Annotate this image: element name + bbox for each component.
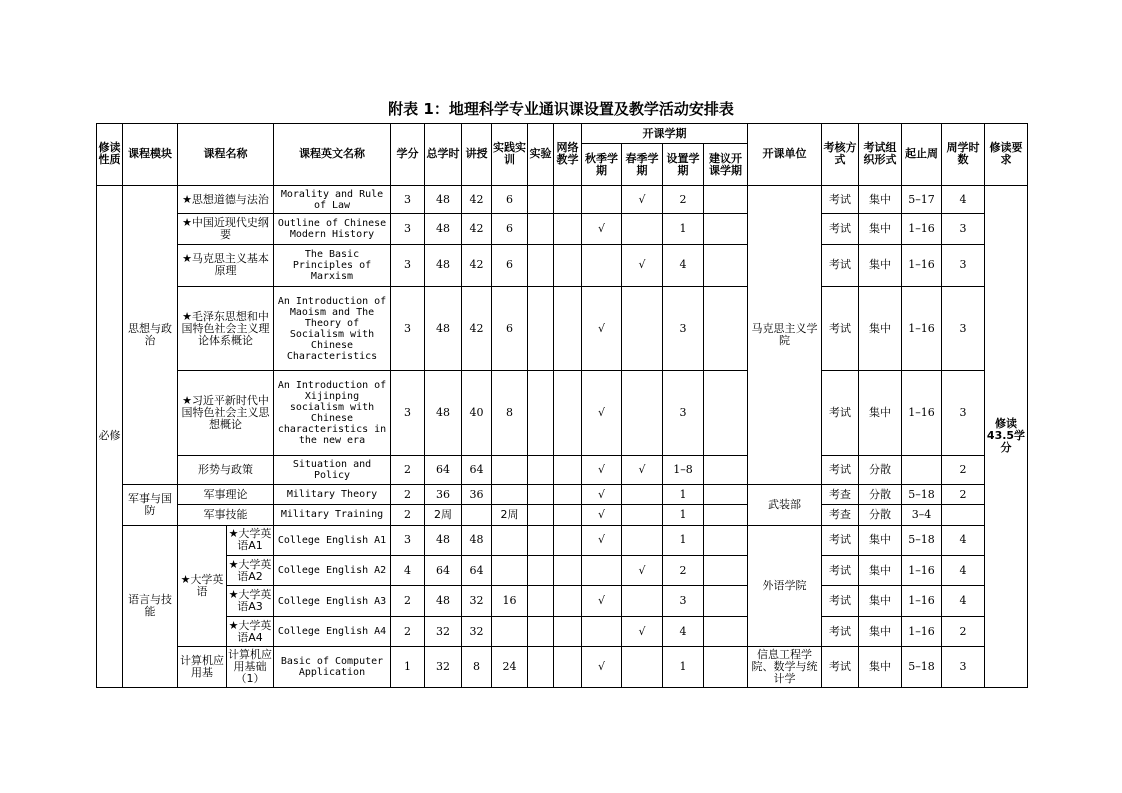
spring-mark: √ bbox=[622, 556, 663, 586]
course-name: 形势与政策 bbox=[178, 455, 274, 484]
spring-mark: √ bbox=[622, 616, 663, 646]
suggest-term bbox=[704, 214, 748, 244]
online-hours bbox=[554, 586, 582, 616]
weekly-hours: 4 bbox=[942, 185, 985, 213]
course-en-name: Situation and Policy bbox=[274, 455, 391, 484]
online-hours bbox=[554, 214, 582, 244]
lecture-hours: 64 bbox=[462, 455, 492, 484]
course-en-name: Basic of Computer Application bbox=[274, 647, 391, 688]
practice-hours: 2周 bbox=[492, 505, 528, 525]
weekly-hours: 3 bbox=[942, 214, 985, 244]
weekly-hours: 2 bbox=[942, 455, 985, 484]
suggest-term bbox=[704, 647, 748, 688]
total-hours: 48 bbox=[425, 214, 462, 244]
weekly-hours: 3 bbox=[942, 244, 985, 287]
unit-marx: 马克思主义学院 bbox=[748, 185, 822, 484]
course-en-name: Outline of Chinese Modern History bbox=[274, 214, 391, 244]
unit-foreign: 外语学院 bbox=[748, 525, 822, 647]
total-hours: 48 bbox=[425, 525, 462, 555]
credit: 3 bbox=[391, 214, 425, 244]
table-row bbox=[97, 525, 1028, 555]
header-total-hours: 总学时 bbox=[425, 124, 462, 186]
experiment-hours bbox=[528, 485, 554, 505]
course-name: ★毛泽东思想和中国特色社会主义理论体系概论 bbox=[178, 287, 274, 371]
header-lecture: 讲授 bbox=[462, 124, 492, 186]
set-term: 1–8 bbox=[663, 455, 704, 484]
autumn-mark bbox=[582, 244, 622, 287]
lecture-hours: 48 bbox=[462, 525, 492, 555]
online-hours bbox=[554, 244, 582, 287]
table-row bbox=[97, 586, 1028, 616]
online-hours bbox=[554, 505, 582, 525]
autumn-mark: √ bbox=[582, 485, 622, 505]
experiment-hours bbox=[528, 556, 554, 586]
assess-method: 考试 bbox=[822, 185, 859, 213]
header-practice: 实践实训 bbox=[492, 124, 528, 186]
table-row bbox=[97, 214, 1028, 244]
table-row bbox=[97, 185, 1028, 213]
module-politics: 思想与政治 bbox=[123, 185, 178, 484]
autumn-mark bbox=[582, 616, 622, 646]
suggest-term bbox=[704, 616, 748, 646]
subgroup-english: ★大学英语 bbox=[178, 525, 227, 647]
lecture-hours: 8 bbox=[462, 647, 492, 688]
spring-mark bbox=[622, 505, 663, 525]
table-row bbox=[97, 647, 1028, 688]
course-en-name: Military Theory bbox=[274, 485, 391, 505]
weekly-hours: 3 bbox=[942, 287, 985, 371]
assess-method: 考查 bbox=[822, 505, 859, 525]
lecture-hours: 40 bbox=[462, 371, 492, 455]
weeks: 1–16 bbox=[902, 556, 942, 586]
header-online: 网络教学 bbox=[554, 124, 582, 186]
total-hours: 32 bbox=[425, 616, 462, 646]
credit: 3 bbox=[391, 244, 425, 287]
total-hours: 64 bbox=[425, 455, 462, 484]
experiment-hours bbox=[528, 586, 554, 616]
practice-hours: 6 bbox=[492, 244, 528, 287]
autumn-mark bbox=[582, 185, 622, 213]
total-hours: 48 bbox=[425, 586, 462, 616]
online-hours bbox=[554, 616, 582, 646]
course-en-name: College English A3 bbox=[274, 586, 391, 616]
set-term: 2 bbox=[663, 556, 704, 586]
practice-hours: 6 bbox=[492, 185, 528, 213]
practice-hours: 24 bbox=[492, 647, 528, 688]
suggest-term bbox=[704, 371, 748, 455]
total-hours: 48 bbox=[425, 244, 462, 287]
practice-hours: 16 bbox=[492, 586, 528, 616]
assess-method: 考试 bbox=[822, 647, 859, 688]
assess-method: 考查 bbox=[822, 485, 859, 505]
online-hours bbox=[554, 371, 582, 455]
table-row bbox=[97, 485, 1028, 505]
weeks: 1–16 bbox=[902, 214, 942, 244]
header-en-name: 课程英文名称 bbox=[274, 124, 391, 186]
course-name: ★中国近现代史纲要 bbox=[178, 214, 274, 244]
exam-form: 集中 bbox=[859, 185, 902, 213]
autumn-mark: √ bbox=[582, 505, 622, 525]
exam-form: 集中 bbox=[859, 616, 902, 646]
table-row bbox=[97, 371, 1028, 455]
lecture-hours: 64 bbox=[462, 556, 492, 586]
course-name: 军事理论 bbox=[178, 485, 274, 505]
lecture-hours bbox=[462, 505, 492, 525]
experiment-hours bbox=[528, 616, 554, 646]
table-row bbox=[97, 505, 1028, 525]
table-row bbox=[97, 455, 1028, 484]
curriculum-table bbox=[96, 123, 1028, 688]
suggest-term bbox=[704, 556, 748, 586]
practice-hours bbox=[492, 525, 528, 555]
autumn-mark: √ bbox=[582, 371, 622, 455]
header-requirement: 修读要求 bbox=[985, 124, 1028, 186]
course-en-name: Morality and Rule of Law bbox=[274, 185, 391, 213]
practice-hours bbox=[492, 485, 528, 505]
header-set-term: 设置学期 bbox=[663, 144, 704, 186]
suggest-term bbox=[704, 287, 748, 371]
suggest-term bbox=[704, 525, 748, 555]
table-row bbox=[97, 244, 1028, 287]
online-hours bbox=[554, 185, 582, 213]
exam-form: 分散 bbox=[859, 485, 902, 505]
weeks: 1–16 bbox=[902, 244, 942, 287]
credit: 4 bbox=[391, 556, 425, 586]
experiment-hours bbox=[528, 455, 554, 484]
exam-form: 分散 bbox=[859, 505, 902, 525]
weekly-hours: 3 bbox=[942, 371, 985, 455]
set-term: 2 bbox=[663, 185, 704, 213]
spring-mark bbox=[622, 287, 663, 371]
weekly-hours: 3 bbox=[942, 647, 985, 688]
course-name: ★大学英语A4 bbox=[227, 616, 274, 646]
spring-mark: √ bbox=[622, 244, 663, 287]
total-hours: 32 bbox=[425, 647, 462, 688]
weekly-hours: 4 bbox=[942, 525, 985, 555]
lecture-hours: 32 bbox=[462, 616, 492, 646]
online-hours bbox=[554, 455, 582, 484]
weeks: 5–18 bbox=[902, 525, 942, 555]
subgroup-computer: 计算机应用基 bbox=[178, 647, 227, 688]
table-row bbox=[97, 556, 1028, 586]
header-weeks: 起止周 bbox=[902, 124, 942, 186]
lecture-hours: 42 bbox=[462, 185, 492, 213]
lecture-hours: 42 bbox=[462, 287, 492, 371]
header-semester-group: 开课学期 bbox=[582, 124, 748, 144]
course-name: ★思想道德与法治 bbox=[178, 185, 274, 213]
experiment-hours bbox=[528, 287, 554, 371]
header-module: 课程模块 bbox=[123, 124, 178, 186]
weeks: 1–16 bbox=[902, 616, 942, 646]
weekly-hours bbox=[942, 505, 985, 525]
spring-mark bbox=[622, 525, 663, 555]
credit: 2 bbox=[391, 586, 425, 616]
total-hours: 64 bbox=[425, 556, 462, 586]
table-row bbox=[97, 616, 1028, 646]
suggest-term bbox=[704, 505, 748, 525]
credit: 2 bbox=[391, 616, 425, 646]
assess-method: 考试 bbox=[822, 525, 859, 555]
exam-form: 集中 bbox=[859, 244, 902, 287]
course-en-name: College English A1 bbox=[274, 525, 391, 555]
course-name: 计算机应用基础（1） bbox=[227, 647, 274, 688]
course-name: ★大学英语A2 bbox=[227, 556, 274, 586]
set-term: 4 bbox=[663, 616, 704, 646]
practice-hours: 8 bbox=[492, 371, 528, 455]
weeks: 5–17 bbox=[902, 185, 942, 213]
practice-hours: 6 bbox=[492, 287, 528, 371]
course-en-name: Military Training bbox=[274, 505, 391, 525]
credit: 1 bbox=[391, 647, 425, 688]
suggest-term bbox=[704, 185, 748, 213]
set-term: 3 bbox=[663, 586, 704, 616]
weekly-hours: 4 bbox=[942, 556, 985, 586]
suggest-term bbox=[704, 455, 748, 484]
set-term: 1 bbox=[663, 525, 704, 555]
practice-hours bbox=[492, 455, 528, 484]
weekly-hours: 2 bbox=[942, 485, 985, 505]
total-hours: 48 bbox=[425, 371, 462, 455]
header-suggest-term: 建议开课学期 bbox=[704, 144, 748, 186]
experiment-hours bbox=[528, 647, 554, 688]
autumn-mark: √ bbox=[582, 586, 622, 616]
page-title: 附表 1：地理科学专业通识课设置及教学活动安排表 bbox=[388, 100, 734, 118]
weeks bbox=[902, 455, 942, 484]
assess-method: 考试 bbox=[822, 371, 859, 455]
exam-form: 集中 bbox=[859, 214, 902, 244]
course-en-name: An Introduction of Xijinping socialism with Chinese characteristics in the new era bbox=[274, 371, 391, 455]
online-hours bbox=[554, 525, 582, 555]
exam-form: 集中 bbox=[859, 647, 902, 688]
weekly-hours: 2 bbox=[942, 616, 985, 646]
credit: 2 bbox=[391, 455, 425, 484]
header-credit: 学分 bbox=[391, 124, 425, 186]
header-spring: 春季学期 bbox=[622, 144, 663, 186]
assess-method: 考试 bbox=[822, 556, 859, 586]
experiment-hours bbox=[528, 371, 554, 455]
credit: 3 bbox=[391, 185, 425, 213]
set-term: 4 bbox=[663, 244, 704, 287]
weeks: 1–16 bbox=[902, 371, 942, 455]
credit: 3 bbox=[391, 525, 425, 555]
set-term: 3 bbox=[663, 371, 704, 455]
table-row bbox=[97, 287, 1028, 371]
weeks: 3–4 bbox=[902, 505, 942, 525]
autumn-mark bbox=[582, 556, 622, 586]
weeks: 1–16 bbox=[902, 586, 942, 616]
practice-hours: 6 bbox=[492, 214, 528, 244]
set-term: 1 bbox=[663, 505, 704, 525]
header-row bbox=[97, 124, 1028, 144]
header-assess: 考核方式 bbox=[822, 124, 859, 186]
set-term: 3 bbox=[663, 287, 704, 371]
header-unit: 开课单位 bbox=[748, 124, 822, 186]
autumn-mark: √ bbox=[582, 287, 622, 371]
course-en-name: An Introduction of Maoism and The Theory of Socialism with Chinese Characteristics bbox=[274, 287, 391, 371]
autumn-mark: √ bbox=[582, 647, 622, 688]
spring-mark bbox=[622, 647, 663, 688]
nature-required: 必修 bbox=[97, 185, 123, 687]
online-hours bbox=[554, 556, 582, 586]
module-military: 军事与国防 bbox=[123, 485, 178, 526]
autumn-mark: √ bbox=[582, 455, 622, 484]
course-en-name: College English A4 bbox=[274, 616, 391, 646]
exam-form: 集中 bbox=[859, 586, 902, 616]
suggest-term bbox=[704, 586, 748, 616]
spring-mark: √ bbox=[622, 455, 663, 484]
practice-hours bbox=[492, 616, 528, 646]
course-name: ★马克思主义基本原理 bbox=[178, 244, 274, 287]
course-en-name: College English A2 bbox=[274, 556, 391, 586]
lecture-hours: 42 bbox=[462, 214, 492, 244]
assess-method: 考试 bbox=[822, 616, 859, 646]
lecture-hours: 42 bbox=[462, 244, 492, 287]
unit-military: 武装部 bbox=[748, 485, 822, 526]
set-term: 1 bbox=[663, 647, 704, 688]
set-term: 1 bbox=[663, 214, 704, 244]
credit: 2 bbox=[391, 505, 425, 525]
unit-info: 信息工程学院、数学与统计学 bbox=[748, 647, 822, 688]
course-name: ★大学英语A3 bbox=[227, 586, 274, 616]
assess-method: 考试 bbox=[822, 455, 859, 484]
course-name: ★习近平新时代中国特色社会主义思想概论 bbox=[178, 371, 274, 455]
total-hours: 36 bbox=[425, 485, 462, 505]
total-hours: 48 bbox=[425, 185, 462, 213]
online-hours bbox=[554, 287, 582, 371]
assess-method: 考试 bbox=[822, 244, 859, 287]
assess-method: 考试 bbox=[822, 214, 859, 244]
online-hours bbox=[554, 485, 582, 505]
weeks: 5–18 bbox=[902, 647, 942, 688]
exam-form: 分散 bbox=[859, 455, 902, 484]
practice-hours bbox=[492, 556, 528, 586]
exam-form: 集中 bbox=[859, 371, 902, 455]
online-hours bbox=[554, 647, 582, 688]
module-language: 语言与技能 bbox=[123, 525, 178, 687]
assess-method: 考试 bbox=[822, 287, 859, 371]
experiment-hours bbox=[528, 525, 554, 555]
exam-form: 集中 bbox=[859, 556, 902, 586]
credit: 3 bbox=[391, 287, 425, 371]
credit: 3 bbox=[391, 371, 425, 455]
course-en-name: The Basic Principles of Marxism bbox=[274, 244, 391, 287]
spring-mark bbox=[622, 485, 663, 505]
spring-mark bbox=[622, 214, 663, 244]
experiment-hours bbox=[528, 185, 554, 213]
exam-form: 集中 bbox=[859, 525, 902, 555]
total-hours: 48 bbox=[425, 287, 462, 371]
exam-form: 集中 bbox=[859, 287, 902, 371]
total-hours: 2周 bbox=[425, 505, 462, 525]
header-exam-form: 考试组织形式 bbox=[859, 124, 902, 186]
autumn-mark: √ bbox=[582, 214, 622, 244]
weekly-hours: 4 bbox=[942, 586, 985, 616]
credit: 2 bbox=[391, 485, 425, 505]
header-autumn: 秋季学期 bbox=[582, 144, 622, 186]
course-name: ★大学英语A1 bbox=[227, 525, 274, 555]
spring-mark bbox=[622, 586, 663, 616]
header-experiment: 实验 bbox=[528, 124, 554, 186]
experiment-hours bbox=[528, 505, 554, 525]
header-name: 课程名称 bbox=[178, 124, 274, 186]
spring-mark: √ bbox=[622, 185, 663, 213]
experiment-hours bbox=[528, 214, 554, 244]
header-nature: 修读性质 bbox=[97, 124, 123, 186]
suggest-term bbox=[704, 244, 748, 287]
set-term: 1 bbox=[663, 485, 704, 505]
suggest-term bbox=[704, 485, 748, 505]
weeks: 1–16 bbox=[902, 287, 942, 371]
experiment-hours bbox=[528, 244, 554, 287]
assess-method: 考试 bbox=[822, 586, 859, 616]
requirement: 修读43.5学分 bbox=[985, 185, 1028, 687]
autumn-mark: √ bbox=[582, 525, 622, 555]
course-name: 军事技能 bbox=[178, 505, 274, 525]
weeks: 5–18 bbox=[902, 485, 942, 505]
spring-mark bbox=[622, 371, 663, 455]
header-weekly-hours: 周学时数 bbox=[942, 124, 985, 186]
lecture-hours: 36 bbox=[462, 485, 492, 505]
lecture-hours: 32 bbox=[462, 586, 492, 616]
